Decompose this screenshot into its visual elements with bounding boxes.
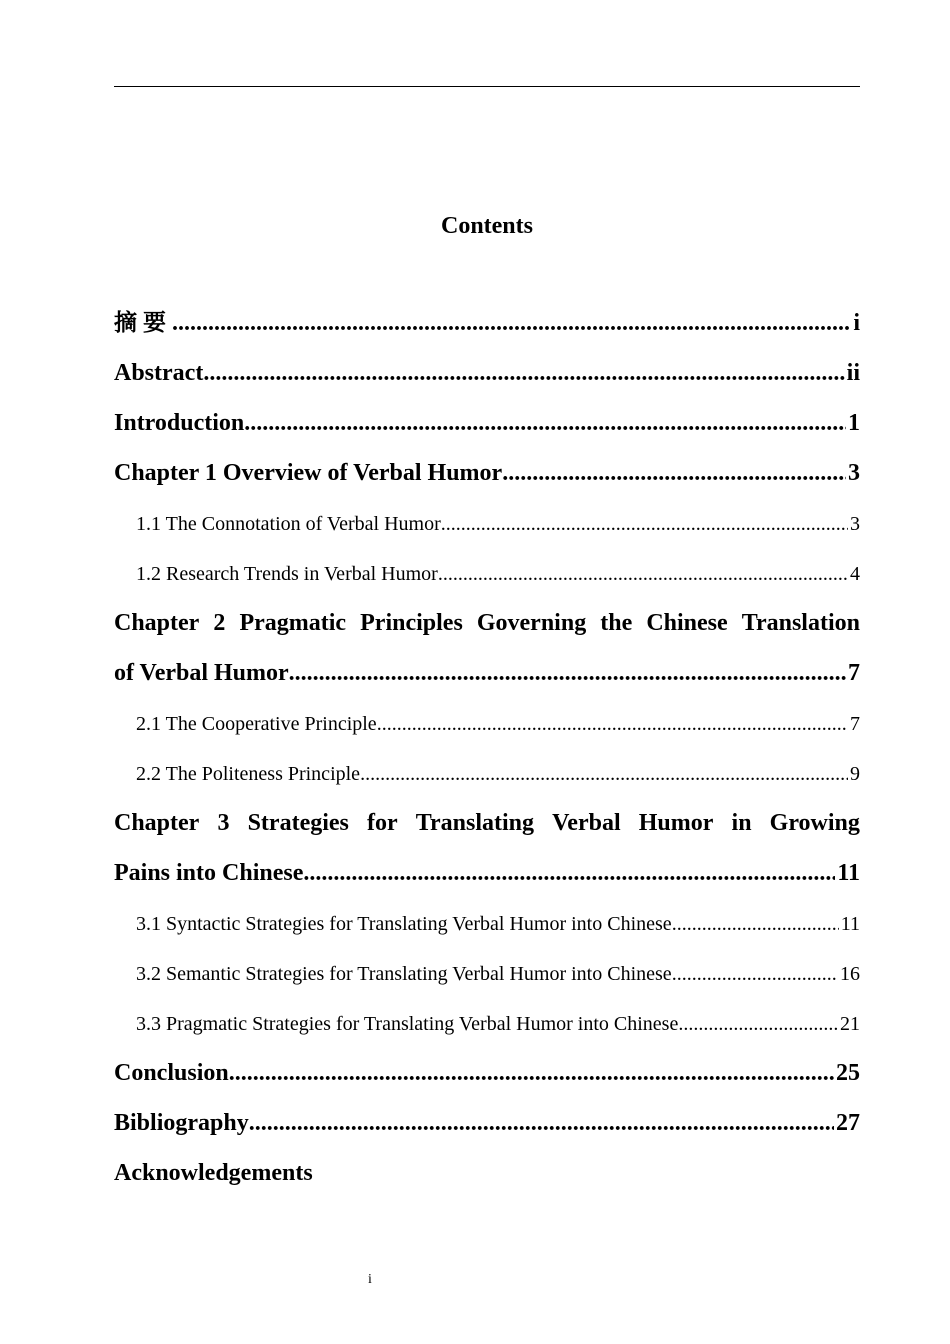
toc-word: Translation — [741, 610, 860, 636]
toc-word: Chapter — [114, 810, 200, 836]
toc-entry-page: 9 — [850, 763, 860, 785]
toc-entry-page: 7 — [848, 660, 860, 686]
toc-entry-page: ii — [846, 360, 860, 386]
toc-word: the — [600, 610, 633, 636]
toc-entry-label: Acknowledgements — [114, 1160, 313, 1186]
toc-entry-line-2 — [114, 650, 860, 700]
toc-word: Chapter — [114, 610, 200, 636]
toc-entry-line-1 — [114, 800, 860, 850]
toc-entry-section-2-1[interactable] — [114, 700, 860, 750]
dot-leader — [438, 563, 848, 586]
dot-leader — [249, 1110, 834, 1137]
toc-entry-page: 3 — [850, 513, 860, 535]
toc-word: Chinese — [646, 610, 728, 636]
dot-leader — [360, 763, 848, 786]
toc-entry-page: i — [853, 310, 860, 336]
toc-entry-section-3-1[interactable] — [114, 900, 860, 950]
toc-word: for — [367, 810, 398, 836]
toc-entry-page: 27 — [836, 1110, 860, 1136]
toc-word: 3 — [217, 810, 230, 836]
toc-entry-page: 4 — [850, 563, 860, 585]
toc-entry-chapter-2[interactable] — [114, 600, 860, 700]
toc-entry-page: 16 — [840, 963, 860, 985]
header-rule — [114, 86, 860, 87]
dot-leader — [672, 913, 839, 936]
dot-leader — [244, 410, 846, 437]
toc-entry-section-3-3[interactable] — [114, 1000, 860, 1050]
toc-entry-label: 2.2 The Politeness Principle — [136, 763, 361, 785]
toc-entry-label: 3.3 Pragmatic Strategies for Translating Verbal Humor into Chinese — [136, 1013, 679, 1035]
toc-entry-label: Abstract — [114, 360, 204, 386]
toc-entry-label: Bibliography — [114, 1110, 249, 1136]
toc-word: Governing — [476, 610, 587, 636]
page-number: i — [368, 1272, 372, 1287]
dot-leader — [172, 310, 851, 337]
toc-word: in — [731, 810, 752, 836]
toc-entry-page: 11 — [840, 913, 860, 935]
toc-entry-label: Introduction — [114, 410, 245, 436]
dot-leader — [303, 860, 835, 887]
dot-leader — [229, 1060, 834, 1087]
toc-entry-abstract-cn[interactable] — [114, 300, 860, 350]
toc-entry-acknowledgements[interactable] — [114, 1150, 860, 1200]
toc-entry-label: Chapter 1 Overview of Verbal Humor — [114, 460, 503, 486]
toc-entry-abstract[interactable] — [114, 350, 860, 400]
toc-entry-conclusion[interactable] — [114, 1050, 860, 1100]
toc-word: Strategies — [247, 810, 349, 836]
toc-entry-label: 1.2 Research Trends in Verbal Humor — [136, 563, 438, 585]
toc-word: Translating — [415, 810, 535, 836]
toc-entry-page: 3 — [848, 460, 860, 486]
toc-entry-label: 3.2 Semantic Strategies for Translating Verbal Humor into Chinese — [136, 963, 672, 985]
page-title: Contents — [440, 213, 533, 239]
toc-entry-section-3-2[interactable] — [114, 950, 860, 1000]
dot-leader — [441, 513, 848, 536]
toc-entry-label: 摘要 — [114, 310, 172, 336]
dot-leader — [678, 1013, 838, 1036]
toc-entry-section-2-2[interactable] — [114, 750, 860, 800]
toc-word: Humor — [638, 810, 714, 836]
toc-entry-chapter-1[interactable] — [114, 450, 860, 500]
toc-entry-section-1-1[interactable] — [114, 500, 860, 550]
toc-entry-page: 1 — [848, 410, 860, 436]
toc-entry-page: 11 — [837, 860, 860, 886]
dot-leader — [502, 460, 846, 487]
dot-leader — [289, 660, 846, 687]
toc-entry-chapter-3[interactable] — [114, 800, 860, 900]
toc-word: 2 — [213, 610, 226, 636]
toc-entry-line-2 — [114, 850, 860, 900]
dot-leader — [377, 713, 848, 736]
toc-entry-label: Pains into Chinese — [114, 860, 304, 886]
toc-entry-introduction[interactable] — [114, 400, 860, 450]
toc-entry-label: 2.1 The Cooperative Principle — [136, 713, 377, 735]
toc-entry-bibliography[interactable] — [114, 1100, 860, 1150]
toc-word: Verbal — [552, 810, 621, 836]
dot-leader — [203, 360, 844, 387]
toc-entry-label: 1.1 The Connotation of Verbal Humor — [136, 513, 441, 535]
toc-entry-page: 7 — [850, 713, 860, 735]
toc-entry-label: of Verbal Humor — [114, 660, 289, 686]
toc-entry-page: 21 — [840, 1013, 860, 1035]
toc-word: Pragmatic — [239, 610, 347, 636]
table-of-contents — [114, 300, 860, 1200]
toc-entry-section-1-2[interactable] — [114, 550, 860, 600]
toc-entry-line-1 — [114, 600, 860, 650]
toc-entry-label: 3.1 Syntactic Strategies for Translating Verbal Humor into Chinese — [136, 913, 672, 935]
dot-leader — [672, 963, 838, 986]
toc-entry-page: 25 — [836, 1060, 860, 1086]
toc-word: Principles — [360, 610, 463, 636]
toc-entry-label: Conclusion — [114, 1060, 229, 1086]
toc-word: Growing — [769, 810, 860, 836]
